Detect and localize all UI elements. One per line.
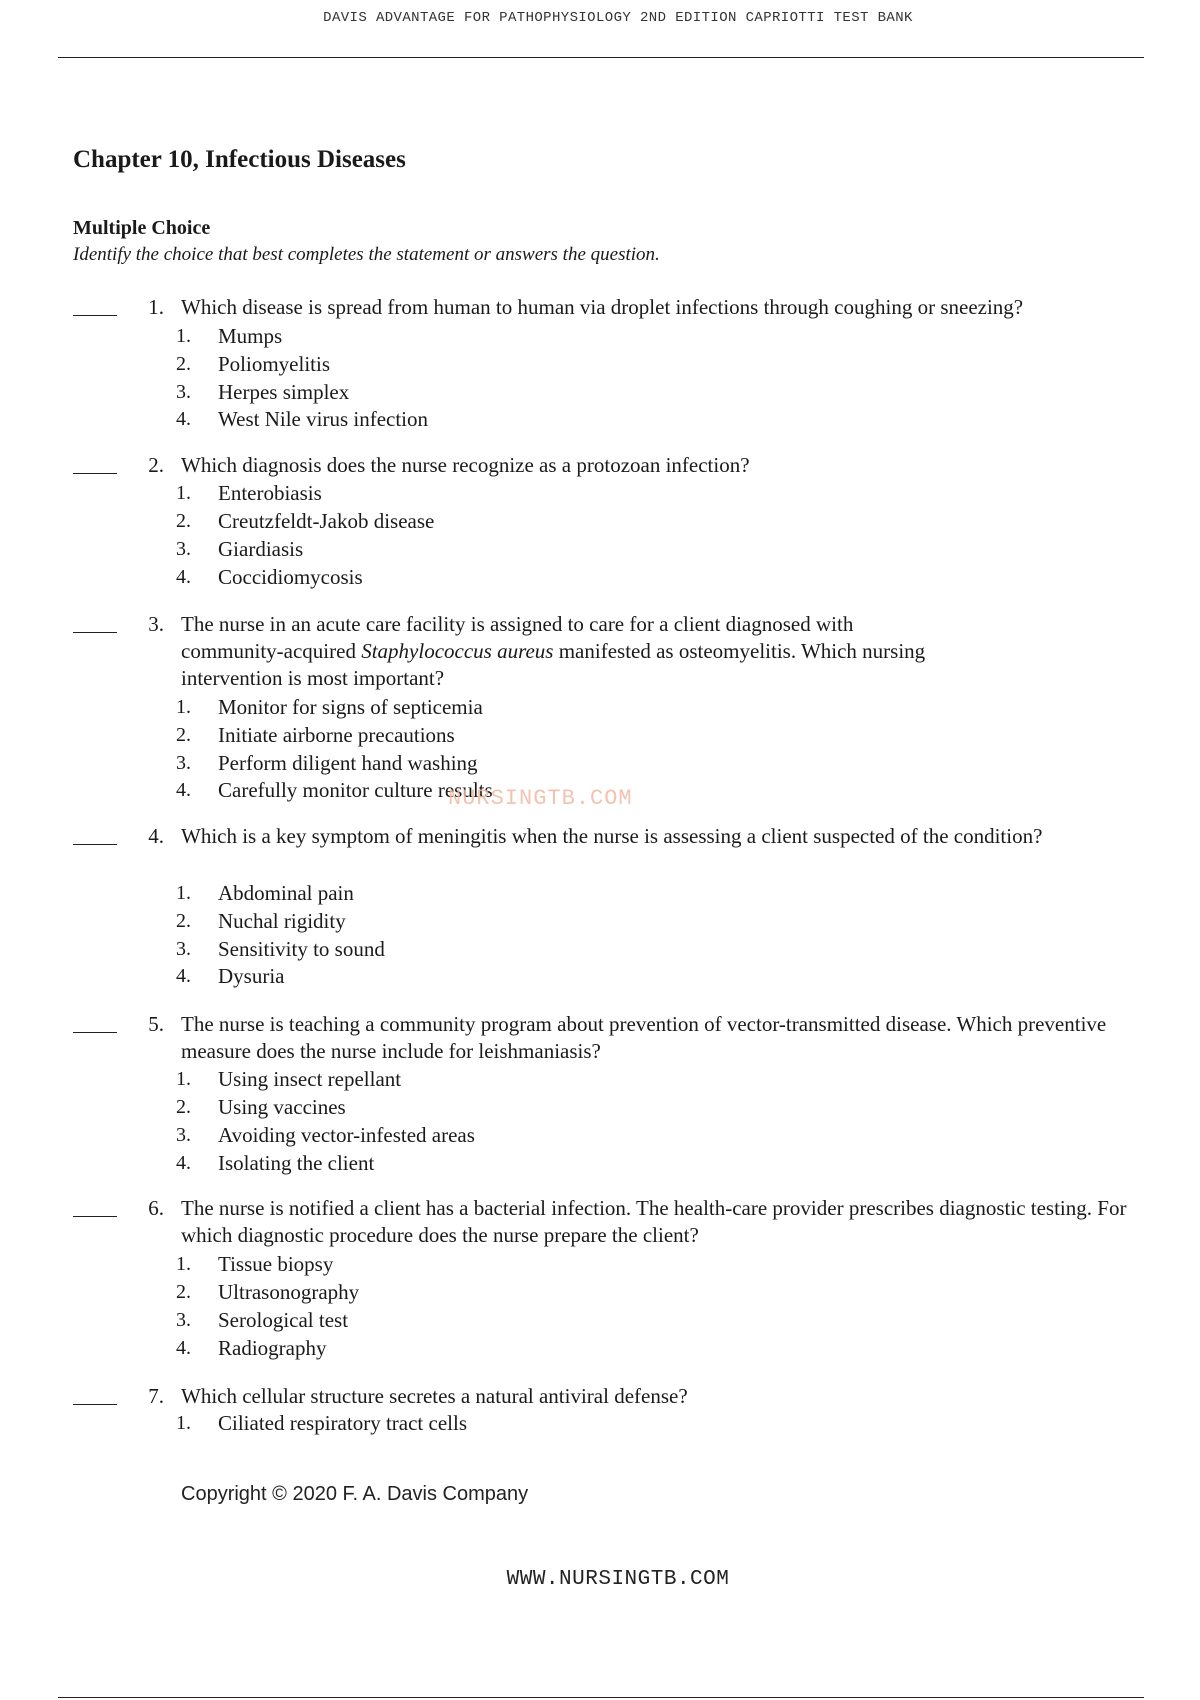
- option[interactable]: [0, 1306, 1200, 1334]
- option-number: 4.: [176, 1337, 191, 1359]
- option-text: Creutzfeldt-Jakob disease: [218, 509, 435, 533]
- option-number: 4.: [176, 779, 191, 801]
- question-number: 6.: [148, 1196, 164, 1220]
- option-number: 2.: [176, 510, 191, 532]
- option[interactable]: [0, 749, 1200, 777]
- option-number: 1.: [176, 1253, 191, 1275]
- option-number: 3.: [176, 538, 191, 560]
- option-text: Abdominal pain: [218, 881, 354, 905]
- watermark: NURSINGTB.COM: [448, 786, 633, 811]
- option-text: Enterobiasis: [218, 481, 322, 505]
- option[interactable]: [0, 693, 1200, 721]
- answer-blank[interactable]: [73, 315, 117, 316]
- option[interactable]: [0, 350, 1200, 378]
- option-text: Perform diligent hand washing: [218, 751, 478, 775]
- option-text: Using insect repellant: [218, 1067, 402, 1091]
- question-number: 1.: [148, 295, 164, 319]
- question-number: 5.: [148, 1012, 164, 1036]
- option-number: 1.: [176, 325, 191, 347]
- option-number: 2.: [176, 1096, 191, 1118]
- option-number: 1.: [176, 482, 191, 504]
- option[interactable]: [0, 1065, 1200, 1093]
- option[interactable]: [0, 879, 1200, 907]
- option-number: 1.: [176, 696, 191, 718]
- option-text: Coccidiomycosis: [218, 565, 363, 589]
- option-text: Nuchal rigidity: [218, 909, 346, 933]
- option[interactable]: [0, 378, 1200, 406]
- answer-blank[interactable]: [73, 1404, 117, 1405]
- answer-blank[interactable]: [73, 844, 117, 845]
- option[interactable]: [0, 962, 1200, 990]
- option-text: Radiography: [218, 1336, 327, 1360]
- option-text: Sensitivity to sound: [218, 937, 385, 961]
- answer-blank[interactable]: [73, 473, 117, 474]
- question-text: The nurse is notified a client has a bacterial infection. The health-care provider prescribes diagnostic testing. For which diagnostic procedure does the nurse prepare the client?: [181, 1196, 1127, 1247]
- question-number: 3.: [148, 612, 164, 636]
- question-text: Which diagnosis does the nurse recognize as a protozoan infection?: [181, 453, 750, 477]
- option-text: Ciliated respiratory tract cells: [218, 1411, 467, 1435]
- option[interactable]: [0, 776, 1200, 804]
- option-text: Ultrasonography: [218, 1280, 360, 1304]
- answer-blank[interactable]: [73, 1032, 117, 1033]
- question-text-line: community-acquired: [181, 639, 362, 663]
- option-number: 2.: [176, 353, 191, 375]
- section-title: Multiple Choice: [73, 217, 211, 239]
- option[interactable]: [0, 535, 1200, 563]
- option-text: Tissue biopsy: [218, 1252, 334, 1276]
- option-number: 3.: [176, 752, 191, 774]
- option-text: Poliomyelitis: [218, 352, 331, 376]
- option[interactable]: [0, 721, 1200, 749]
- option[interactable]: [0, 507, 1200, 535]
- option-text: Monitor for signs of septicemia: [218, 695, 483, 719]
- footer-divider: [58, 1697, 1144, 1698]
- question-number: 2.: [148, 453, 164, 477]
- option-number: 4.: [176, 408, 191, 430]
- option-number: 4.: [176, 566, 191, 588]
- option-text: Mumps: [218, 324, 283, 348]
- option[interactable]: [0, 322, 1200, 350]
- question-text-line: The nurse in an acute care facility is assigned to care for a client diagnosed with: [181, 612, 854, 636]
- option-text: Herpes simplex: [218, 380, 350, 404]
- footer-url[interactable]: WWW.NURSINGTB.COM: [506, 1568, 730, 1591]
- option-text: Avoiding vector-infested areas: [218, 1123, 475, 1147]
- option-number: 1.: [176, 1068, 191, 1090]
- answer-blank[interactable]: [73, 632, 117, 633]
- option-number: 1.: [176, 882, 191, 904]
- option[interactable]: [0, 1409, 1200, 1437]
- option-text: West Nile virus infection: [218, 407, 429, 431]
- question-number: 7.: [148, 1384, 164, 1408]
- option-text: Serological test: [218, 1308, 349, 1332]
- organism-name: Staphylococcus aureus: [361, 639, 554, 663]
- option-number: 2.: [176, 1281, 191, 1303]
- question-text-line: intervention is most important?: [181, 666, 445, 690]
- option[interactable]: [0, 563, 1200, 591]
- option-number: 4.: [176, 1152, 191, 1174]
- question-text-line: manifested as osteomyelitis. Which nursing: [553, 639, 926, 663]
- option-text: Dysuria: [218, 964, 285, 988]
- running-header: DAVIS ADVANTAGE FOR PATHOPHYSIOLOGY 2ND EDITION CAPRIOTTI TEST BANK: [323, 10, 913, 26]
- option-number: 3.: [176, 1124, 191, 1146]
- option-number: 2.: [176, 724, 191, 746]
- option[interactable]: [0, 1250, 1200, 1278]
- option-number: 3.: [176, 1309, 191, 1331]
- copyright-notice: Copyright © 2020 F. A. Davis Company: [181, 1483, 529, 1505]
- option[interactable]: [0, 1093, 1200, 1121]
- question-number: 4.: [148, 824, 164, 848]
- header-divider: [58, 57, 1144, 58]
- option-number: 2.: [176, 910, 191, 932]
- option-text: Using vaccines: [218, 1095, 346, 1119]
- option-text: Carefully monitor culture results: [218, 778, 493, 802]
- option-text: Isolating the client: [218, 1151, 375, 1175]
- answer-blank[interactable]: [73, 1216, 117, 1217]
- option[interactable]: [0, 907, 1200, 935]
- option-text: Giardiasis: [218, 537, 304, 561]
- chapter-title: Chapter 10, Infectious Diseases: [73, 146, 406, 173]
- question-text: Which is a key symptom of meningitis when the nurse is assessing a client suspected of the condition?: [181, 824, 1043, 848]
- option-number: 1.: [176, 1412, 191, 1434]
- question-text: Which disease is spread from human to human via droplet infections through coughing or sneezing?: [181, 295, 1024, 319]
- question-text: Which cellular structure secretes a natural antiviral defense?: [181, 1384, 688, 1408]
- option[interactable]: [0, 1149, 1200, 1177]
- option-text: Initiate airborne precautions: [218, 723, 455, 747]
- option[interactable]: [0, 1121, 1200, 1149]
- option-number: 4.: [176, 965, 191, 987]
- option[interactable]: [0, 1334, 1200, 1362]
- question-text: The nurse is teaching a community program about prevention of vector-transmitted disease. Which preventive measure does the nurse include for leishmaniasis?: [181, 1012, 1107, 1063]
- option-number: 3.: [176, 381, 191, 403]
- option-number: 3.: [176, 938, 191, 960]
- option[interactable]: [0, 405, 1200, 433]
- option[interactable]: [0, 935, 1200, 963]
- section-instructions: Identify the choice that best completes the statement or answers the question.: [73, 244, 660, 265]
- question-text: [181, 611, 1161, 692]
- option[interactable]: [0, 479, 1200, 507]
- option[interactable]: [0, 1278, 1200, 1306]
